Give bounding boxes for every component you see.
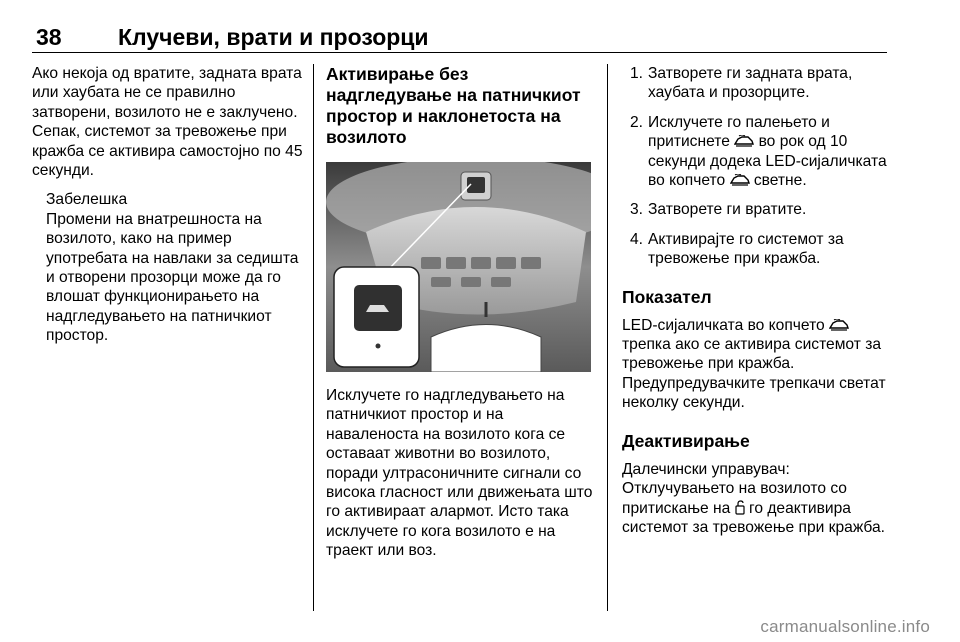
step-item: 4. Активирајте го системот за тревожење при кражба. xyxy=(630,230,844,268)
section-heading-activation: Активирање без надгледување на патничкиот простор и наклонетоста на возилото xyxy=(326,64,581,147)
car-tilt-icon xyxy=(829,319,849,331)
steps-list xyxy=(622,64,892,269)
watermark: carmanualsonline.info xyxy=(760,617,930,636)
column-divider xyxy=(313,64,314,611)
note-text: Промени на внатрешноста на возилото, како на пример употребата на навлаки за седишта и отворени прозорци може да го влошат функционирањето на надгледувањето на патничкиот простор. xyxy=(46,210,299,345)
step-item: 2. Исклучете го палењето и притиснете во рок од 10 секунди додека LED-сијаличката во копчето светне. xyxy=(630,113,887,190)
car-tilt-icon xyxy=(734,135,754,147)
step-item: 3. Затворете ги вратите. xyxy=(630,201,807,219)
column-middle xyxy=(326,64,596,561)
column-right xyxy=(622,64,892,537)
column-left xyxy=(32,64,306,346)
interior-console-photo xyxy=(326,162,591,372)
page-number: 38 xyxy=(36,24,62,50)
note-box xyxy=(46,190,306,345)
indicator-heading: Показател xyxy=(622,286,712,307)
step-item: 1. Затворете ги задната врата, хаубата и прозорците. xyxy=(630,65,853,102)
car-tilt-icon xyxy=(730,174,750,186)
column-divider xyxy=(607,64,608,611)
page-header xyxy=(32,22,887,53)
indicator-text: LED-сијаличката во копчето трепка ако се активира системот за тревожење при кражба. Предупредувачките трепкачи светат неколку секунди. xyxy=(622,316,886,412)
unlock-key-icon xyxy=(735,500,745,515)
deactivation-text: Далечински управувач: Отклучувањето на возилото со притискање на го деактивира системот за тревожење при кражба. xyxy=(622,460,886,536)
note-title: Забелешка xyxy=(46,191,128,209)
section-body-activation: Исклучете го надгледувањето на патничкиот простор и на наваленоста на возилото кога се оставаат животни во возилото, поради ултрасоничните сигнали со висока гласност или движењата што го активираат алармот. Исто така исклучете го кога возилото е на траект или воз. xyxy=(326,387,593,560)
chapter-title: Клучеви, врати и прозорци xyxy=(118,24,429,50)
intro-paragraph: Ако некоја од вратите, задната врата или хаубата не се правилно затворени, возилото не е заклучено. Сепак, системот за тревожење при кражба се активира самостојно по 45 секунди. xyxy=(32,65,303,180)
deactivation-heading: Деактивирање xyxy=(622,430,750,451)
